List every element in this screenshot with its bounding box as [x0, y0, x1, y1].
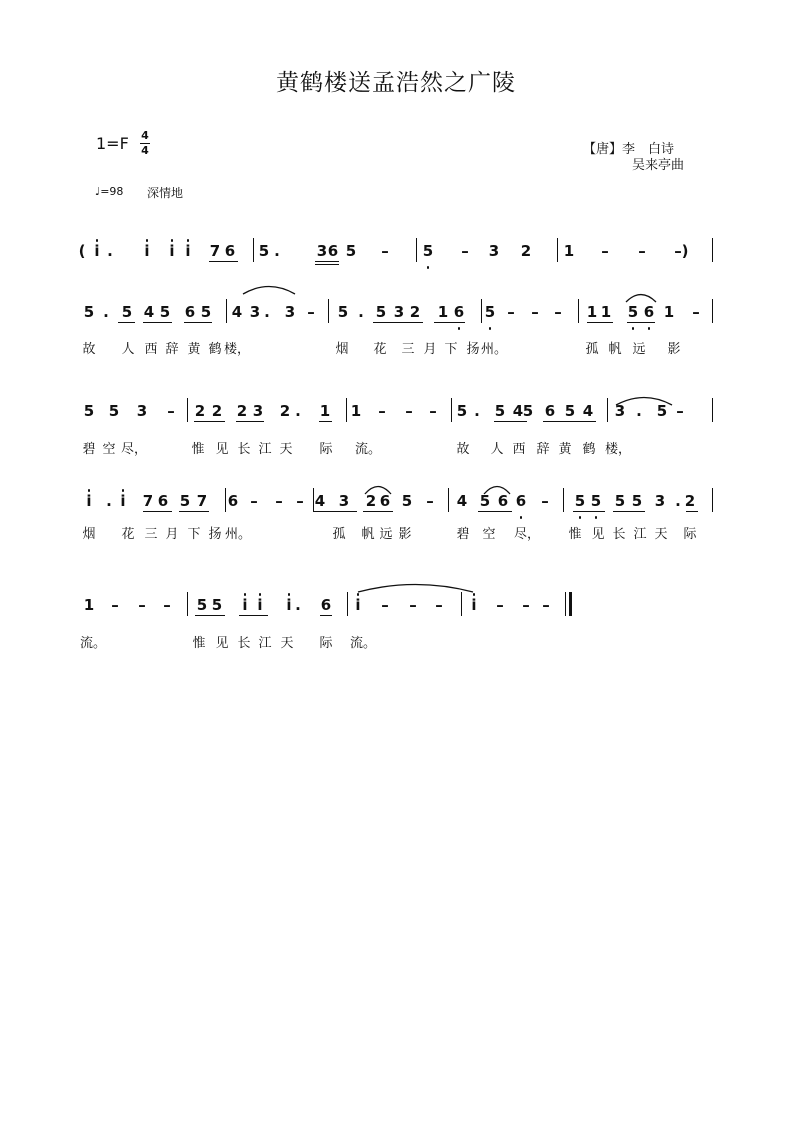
note: ): [681, 242, 689, 260]
octave-dot-high: [146, 239, 149, 242]
lyric-syllable: 影: [667, 342, 681, 357]
note: 1: [83, 596, 95, 614]
lyric-syllable: 际: [683, 527, 697, 542]
octave-dot-high: [171, 239, 174, 242]
lyric-syllable: 惟: [191, 442, 205, 457]
note: 5: [83, 402, 95, 420]
note: .: [295, 596, 301, 614]
barline: [712, 299, 713, 323]
lyric-syllable: 故: [82, 342, 96, 357]
note: –: [163, 596, 171, 614]
lyric-syllable: 州。: [224, 527, 252, 542]
notes-row: [0, 396, 792, 426]
note: –: [522, 596, 530, 614]
lyric-syllable: 花: [373, 342, 387, 357]
barline: [565, 592, 566, 616]
octave-dot-high: [187, 239, 190, 242]
lyric-syllable: 月: [165, 527, 179, 542]
lyric-syllable: 天: [654, 527, 668, 542]
note: 5: [656, 402, 668, 420]
note: 2: [409, 303, 421, 321]
lyric-syllable: 流。: [349, 636, 377, 651]
lyric-syllable: 见: [215, 636, 229, 651]
lyric-syllable: 下: [187, 527, 201, 542]
lyric-syllable: 天: [279, 442, 293, 457]
note: –: [542, 596, 550, 614]
note: –: [167, 402, 175, 420]
note: 2: [365, 492, 377, 510]
note: –: [541, 492, 549, 510]
note: 2: [520, 242, 532, 260]
lyric-syllable: 尽，: [513, 527, 541, 542]
note: 1: [350, 402, 362, 420]
barline: [313, 488, 314, 512]
time-denominator: 4: [141, 144, 149, 157]
note: 3: [338, 492, 350, 510]
note: 5: [121, 303, 133, 321]
beam-underline: [313, 511, 357, 512]
note: 7: [196, 492, 208, 510]
lyric-syllable: 尽，: [120, 442, 148, 457]
barline: [712, 398, 713, 422]
lyric-syllable: 江: [258, 442, 272, 457]
barline: [416, 238, 417, 262]
octave-dot-high: [96, 239, 99, 242]
lyrics-row: [0, 632, 792, 652]
beam-underline: [143, 511, 172, 512]
lyric-syllable: 扬: [466, 342, 480, 357]
note: 5: [627, 303, 639, 321]
note: 7: [142, 492, 154, 510]
note: 1: [663, 303, 675, 321]
lyric-syllable: 黄: [558, 442, 572, 457]
note: 6: [379, 492, 391, 510]
note: i: [355, 596, 361, 614]
note: i: [120, 492, 126, 510]
note: 5: [345, 242, 357, 260]
beam-underline: [686, 511, 698, 512]
note: 5: [564, 402, 576, 420]
note: –: [435, 596, 443, 614]
barline: [712, 488, 713, 512]
lyric-syllable: 帆: [361, 527, 375, 542]
lyric-syllable: 江: [258, 636, 272, 651]
beam-underline: [118, 322, 135, 323]
note: –: [426, 492, 434, 510]
beam-underline: [195, 615, 225, 616]
lyric-syllable: 下: [444, 342, 458, 357]
barline: [346, 398, 347, 422]
lyric-syllable: 孤: [332, 527, 346, 542]
beam-underline: [194, 421, 225, 422]
note: 2: [194, 402, 206, 420]
note: 5: [159, 303, 171, 321]
note: 5: [574, 492, 586, 510]
barline: [563, 488, 564, 512]
octave-dot-high: [473, 593, 476, 596]
lyrics-row: [0, 338, 792, 358]
expression-marking: 深情地: [147, 186, 184, 200]
note: 6: [453, 303, 465, 321]
note: 6: [515, 492, 527, 510]
note: .: [358, 303, 364, 321]
slur: [358, 581, 473, 593]
song-title: 黄鹤楼送孟浩然之广陵: [276, 70, 516, 96]
lyrics-row: [0, 523, 792, 543]
lyric-syllable: 碧: [82, 442, 96, 457]
note: 4: [582, 402, 594, 420]
note: 4: [143, 303, 155, 321]
beam-underline: [573, 511, 605, 512]
note: 4: [456, 492, 468, 510]
note: 6: [320, 596, 332, 614]
barline: [578, 299, 579, 323]
beam-underline: [373, 322, 423, 323]
note: –: [138, 596, 146, 614]
beam-underline: [320, 615, 332, 616]
lyric-syllable: 辞: [536, 442, 550, 457]
note: –: [531, 303, 539, 321]
barline: [569, 592, 572, 616]
score-system: [0, 236, 792, 296]
note: 5: [422, 242, 434, 260]
lyric-syllable: 江: [633, 527, 647, 542]
lyricist-credit: 【唐】李 白诗: [583, 142, 675, 157]
barline: [253, 238, 254, 262]
note: 5: [479, 492, 491, 510]
note: 1: [563, 242, 575, 260]
note: 3: [316, 242, 328, 260]
note: 6: [157, 492, 169, 510]
lyric-syllable: 碧: [456, 527, 470, 542]
note: i: [471, 596, 477, 614]
note: 6: [327, 242, 339, 260]
lyric-syllable: 州。: [480, 342, 508, 357]
barline: [712, 238, 713, 262]
lyric-syllable: 三: [401, 342, 415, 357]
note: 5: [484, 303, 496, 321]
note: 3: [488, 242, 500, 260]
lyric-syllable: 楼，: [223, 342, 251, 357]
lyric-syllable: 见: [591, 527, 605, 542]
note: 5: [456, 402, 468, 420]
note: –: [307, 303, 315, 321]
note: 5: [590, 492, 602, 510]
lyric-syllable: 三: [144, 527, 158, 542]
note: i: [242, 596, 248, 614]
barline: [225, 488, 226, 512]
note: i: [144, 242, 150, 260]
note: –: [405, 402, 413, 420]
slur: [626, 291, 656, 303]
octave-dot-high: [122, 489, 125, 492]
octave-dot-low: [520, 516, 523, 519]
notes-row: [0, 590, 792, 620]
note: 5: [614, 492, 626, 510]
note: –: [275, 492, 283, 510]
note: .: [106, 492, 112, 510]
note: .: [274, 242, 280, 260]
note: 5: [179, 492, 191, 510]
note: .: [675, 492, 681, 510]
barline: [187, 398, 188, 422]
note: –: [296, 492, 304, 510]
beam-underline: [315, 261, 339, 262]
note: .: [107, 242, 113, 260]
lyric-syllable: 长: [612, 527, 626, 542]
note: 2: [236, 402, 248, 420]
note: 6: [544, 402, 556, 420]
barline: [461, 592, 462, 616]
lyric-syllable: 远: [632, 342, 646, 357]
note: 3: [654, 492, 666, 510]
note: 5: [211, 596, 223, 614]
notes-row: [0, 236, 792, 266]
slur: [484, 483, 510, 495]
lyric-syllable: 长: [237, 636, 251, 651]
note: 6: [184, 303, 196, 321]
octave-dot-low: [489, 327, 492, 330]
note: –: [692, 303, 700, 321]
lyric-syllable: 故: [456, 442, 470, 457]
lyric-syllable: 烟: [82, 527, 96, 542]
note: 6: [643, 303, 655, 321]
notes-row: [0, 297, 792, 327]
lyric-syllable: 扬: [208, 527, 222, 542]
lyric-syllable: 远: [379, 527, 393, 542]
beam-underline: [587, 322, 613, 323]
lyric-syllable: 西: [512, 442, 526, 457]
lyric-syllable: 际: [319, 636, 333, 651]
note: 4: [512, 402, 524, 420]
beam-underline: [239, 615, 268, 616]
note: 5: [200, 303, 212, 321]
slur: [365, 483, 391, 495]
beam-underline: [543, 421, 596, 422]
lyric-syllable: 帆: [608, 342, 622, 357]
note: –: [378, 402, 386, 420]
note: –: [461, 242, 469, 260]
note: –: [250, 492, 258, 510]
note: 5: [196, 596, 208, 614]
barline: [226, 299, 227, 323]
lyric-syllable: 惟: [192, 636, 206, 651]
barline: [481, 299, 482, 323]
lyric-syllable: 天: [280, 636, 294, 651]
note: .: [264, 303, 270, 321]
note: –: [554, 303, 562, 321]
note: 2: [279, 402, 291, 420]
note: 1: [319, 402, 331, 420]
note: 3: [393, 303, 405, 321]
note: 5: [631, 492, 643, 510]
notes-row: [0, 486, 792, 516]
note: 3: [284, 303, 296, 321]
barline: [328, 299, 329, 323]
lyrics-row: [0, 438, 792, 458]
note: .: [636, 402, 642, 420]
note: –: [429, 402, 437, 420]
barline: [451, 398, 452, 422]
lyric-syllable: 空: [482, 527, 496, 542]
note: –: [638, 242, 646, 260]
lyric-syllable: 西: [144, 342, 158, 357]
lyric-syllable: 鹤: [582, 442, 596, 457]
lyric-syllable: 际: [319, 442, 333, 457]
lyric-syllable: 鹤: [208, 342, 222, 357]
beam-underline: [434, 322, 465, 323]
barline: [448, 488, 449, 512]
slur: [243, 283, 295, 295]
note: 5: [337, 303, 349, 321]
note: 3: [249, 303, 261, 321]
barline: [607, 398, 608, 422]
note: 5: [522, 402, 534, 420]
note: i: [94, 242, 100, 260]
lyric-syllable: 人: [490, 442, 504, 457]
beam-underline: [209, 261, 238, 262]
note: i: [257, 596, 263, 614]
octave-dot-high: [244, 593, 247, 596]
note: i: [185, 242, 191, 260]
note: 1: [437, 303, 449, 321]
note: 5: [401, 492, 413, 510]
lyric-syllable: 流。: [354, 442, 382, 457]
tempo-marking: ♩=98: [95, 185, 124, 198]
note: –: [601, 242, 609, 260]
note: 1: [600, 303, 612, 321]
lyric-syllable: 流。: [79, 636, 107, 651]
octave-dot-high: [259, 593, 262, 596]
beam-underline: [319, 421, 332, 422]
note: 3: [136, 402, 148, 420]
note: 6: [497, 492, 509, 510]
lyric-syllable: 孤: [585, 342, 599, 357]
lyric-syllable: 空: [102, 442, 116, 457]
lyric-syllable: 花: [121, 527, 135, 542]
lyric-syllable: 黄: [187, 342, 201, 357]
note: –: [381, 242, 389, 260]
note: .: [103, 303, 109, 321]
note: i: [169, 242, 175, 260]
note: –: [381, 596, 389, 614]
note: 5: [83, 303, 95, 321]
key-signature: 1=F: [96, 134, 129, 153]
beam-underline: [236, 421, 264, 422]
note: .: [474, 402, 480, 420]
composer-credit: 吴来亭曲: [632, 158, 685, 173]
lyric-syllable: 月: [423, 342, 437, 357]
octave-dot-low: [595, 516, 598, 519]
lyric-syllable: 惟: [568, 527, 582, 542]
barline: [347, 592, 348, 616]
note: 6: [227, 492, 239, 510]
octave-dot-high: [88, 489, 91, 492]
note: (: [78, 242, 86, 260]
octave-dot-low: [427, 266, 430, 269]
note: 3: [252, 402, 264, 420]
time-signature: [140, 130, 150, 157]
note: 6: [224, 242, 236, 260]
note: 5: [494, 402, 506, 420]
note: 2: [211, 402, 223, 420]
note: 5: [258, 242, 270, 260]
octave-dot-low: [579, 516, 582, 519]
beam-underline: [627, 322, 655, 323]
beam-underline: [363, 511, 393, 512]
beam-underline: [143, 322, 172, 323]
note: –: [676, 402, 684, 420]
lyric-syllable: 见: [215, 442, 229, 457]
beam-underline: [478, 511, 512, 512]
lyric-syllable: 人: [121, 342, 135, 357]
beam-underline: [179, 511, 209, 512]
note: 3: [614, 402, 626, 420]
lyric-syllable: 辞: [165, 342, 179, 357]
lyric-syllable: 影: [398, 527, 412, 542]
note: –: [507, 303, 515, 321]
note: 1: [586, 303, 598, 321]
barline: [557, 238, 558, 262]
lyric-syllable: 楼，: [604, 442, 632, 457]
slur: [616, 394, 672, 406]
note: 7: [209, 242, 221, 260]
note: 5: [375, 303, 387, 321]
octave-dot-high: [288, 593, 291, 596]
note: .: [295, 402, 301, 420]
note: –: [674, 242, 682, 260]
note: 5: [108, 402, 120, 420]
note: i: [86, 492, 92, 510]
octave-dot-low: [648, 327, 651, 330]
note: 2: [684, 492, 696, 510]
beam-underline: [494, 421, 527, 422]
note: –: [496, 596, 504, 614]
note: i: [286, 596, 292, 614]
beam-underline: [184, 322, 212, 323]
time-numerator: 4: [141, 129, 149, 142]
lyric-syllable: 长: [237, 442, 251, 457]
octave-dot-high: [357, 593, 360, 596]
octave-dot-low: [632, 327, 635, 330]
octave-dot-low: [458, 327, 461, 330]
note: 4: [314, 492, 326, 510]
note: –: [111, 596, 119, 614]
barline: [187, 592, 188, 616]
lyric-syllable: 烟: [335, 342, 349, 357]
beam-underline: [315, 264, 339, 265]
beam-underline: [613, 511, 645, 512]
note: –: [409, 596, 417, 614]
note: 4: [231, 303, 243, 321]
